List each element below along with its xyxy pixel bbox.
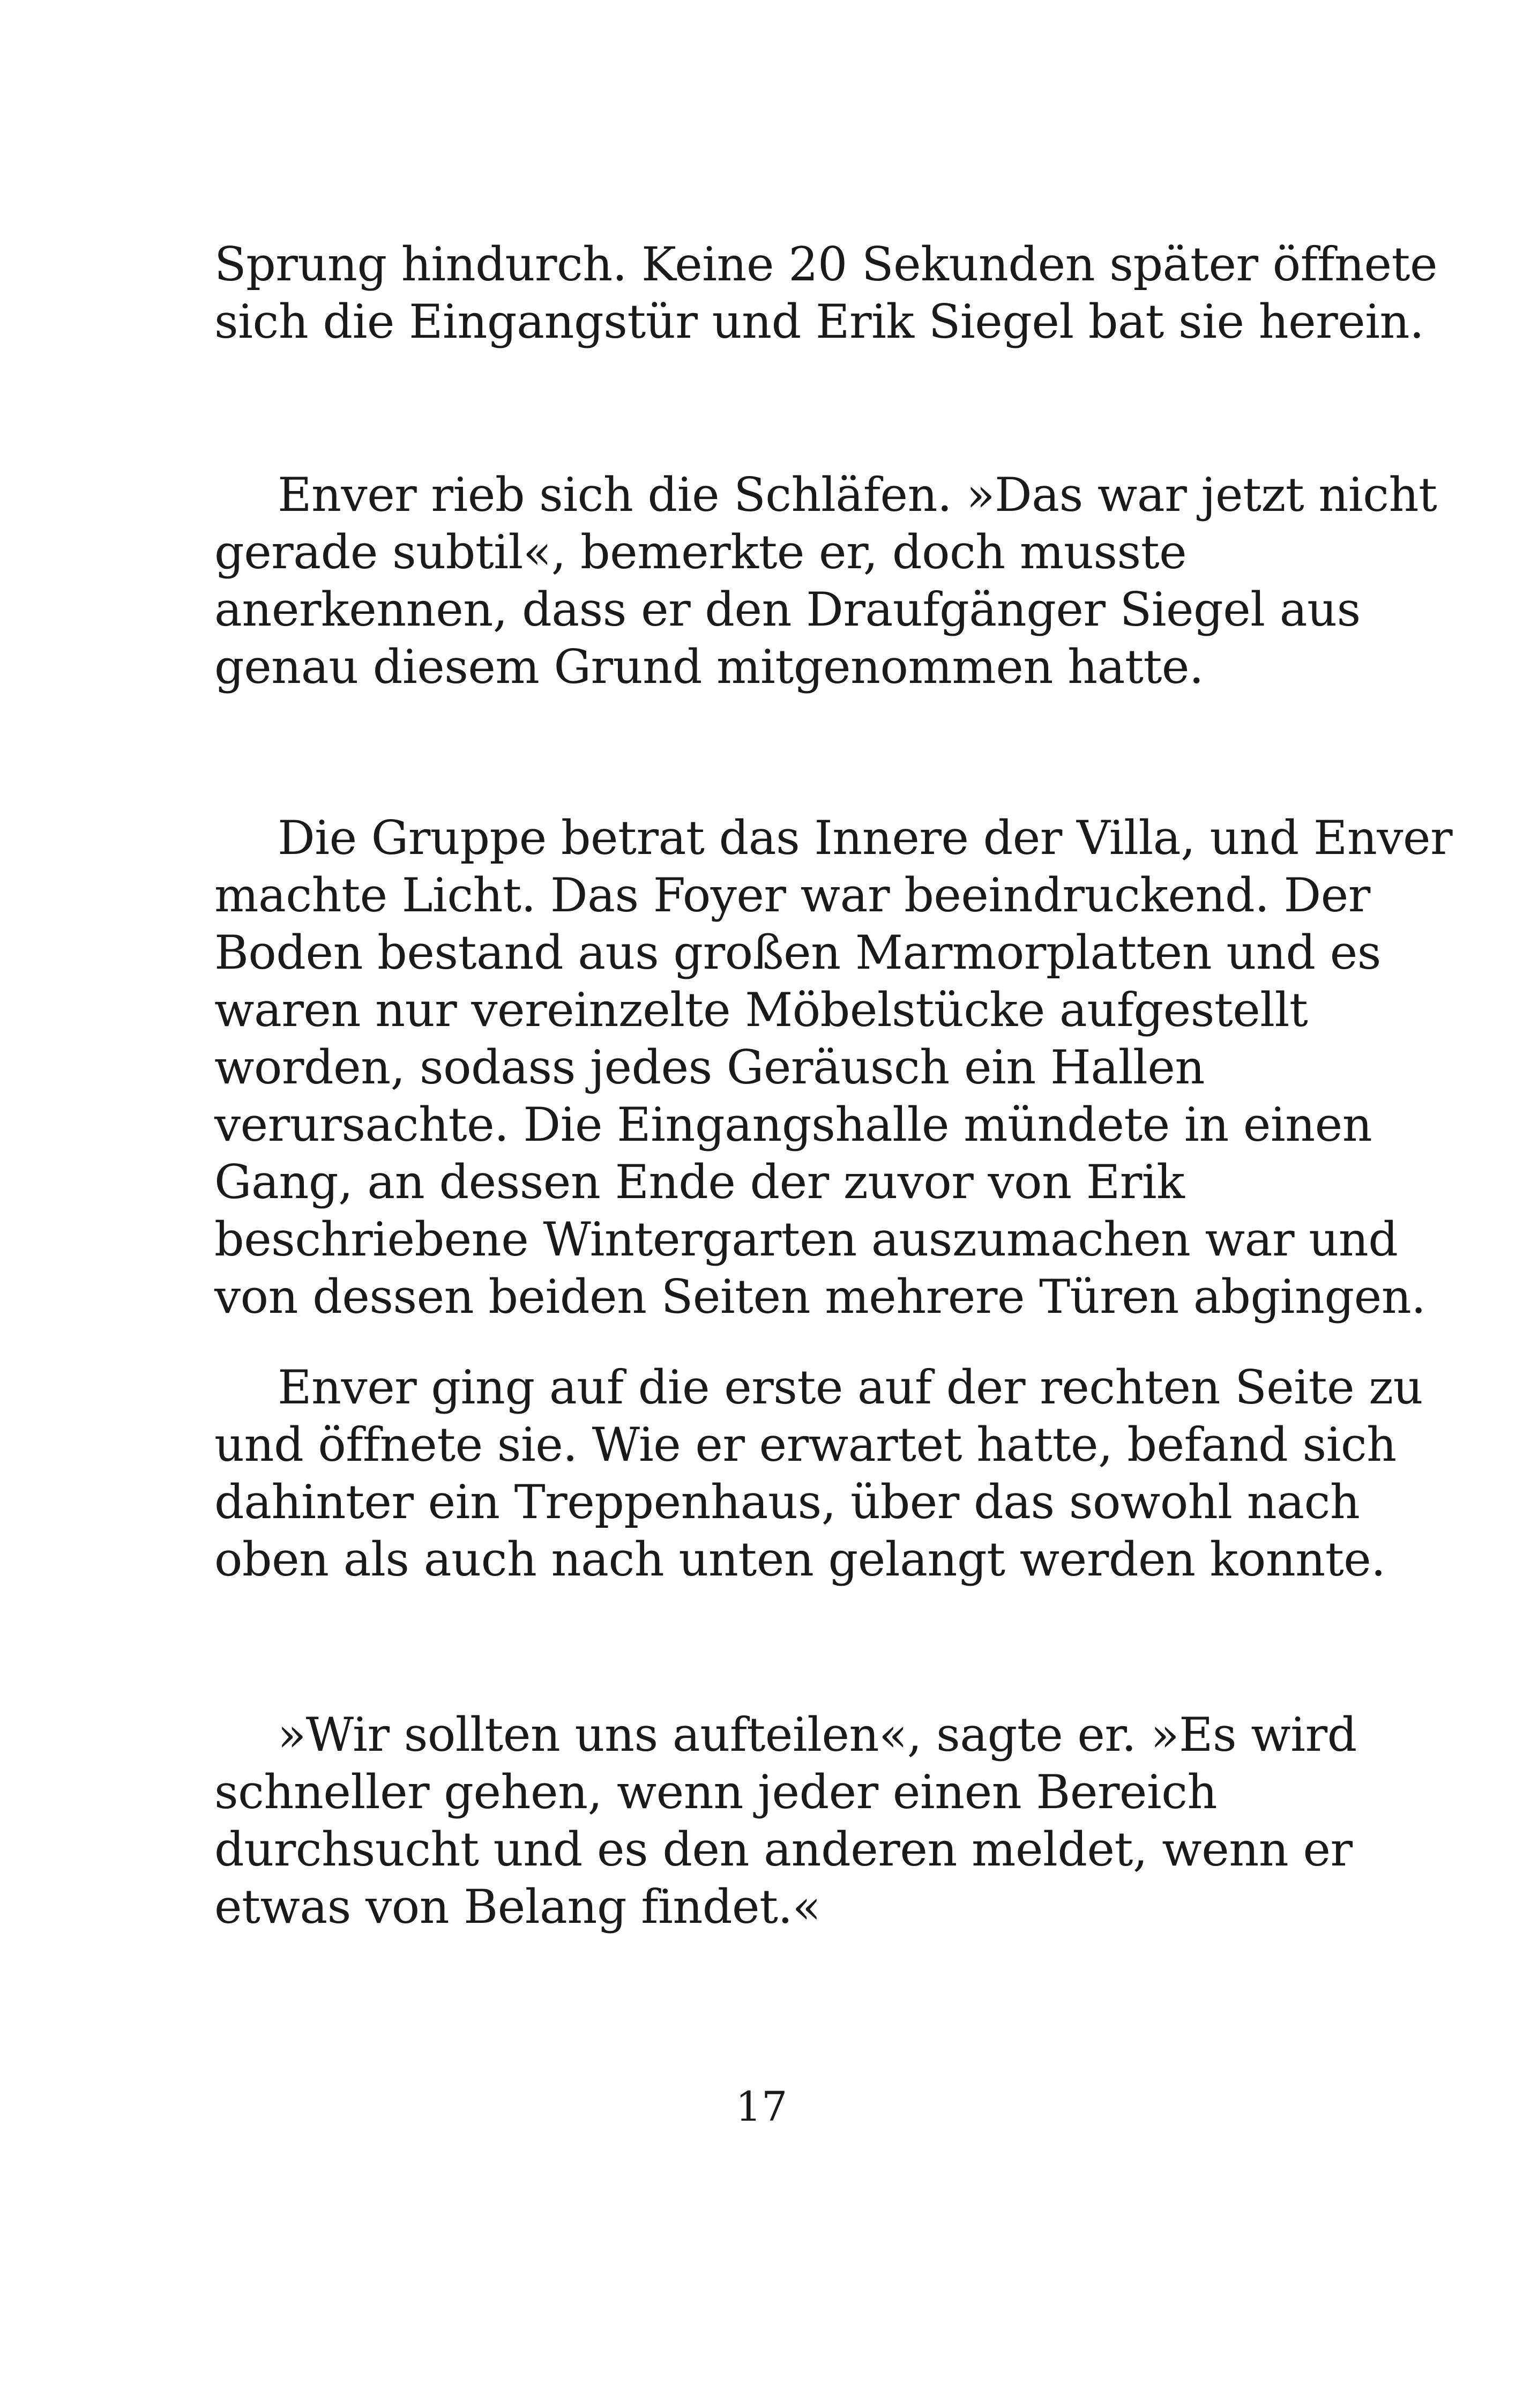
paragraph-2 [214, 466, 1437, 696]
text-line: etwas von Belang findet.« [214, 1879, 821, 1934]
text-line: oben als auch nach unten gelangt werden konnte. [214, 1532, 1386, 1587]
text-line: dahinter ein Treppenhaus, über das sowohl nach [214, 1475, 1360, 1529]
text-line: Sprung hindurch. Keine 20 Sekunden später öffnete [214, 237, 1437, 292]
text-line: waren nur vereinzelte Möbelstücke aufgestellt [214, 983, 1308, 1037]
text-line: Enver rieb sich die Schläfen. »Das war jetzt nicht [278, 467, 1437, 522]
page-number: 17 [735, 2083, 788, 2130]
text-line: Die Gruppe betrat das Innere der Villa, und Enver [278, 811, 1453, 865]
text-line: anerkennen, dass er den Draufgänger Siegel aus [214, 582, 1361, 637]
text-line: gerade subtil«, bemerkte er, doch musste [214, 525, 1187, 579]
text-line: genau diesem Grund mitgenommen hatte. [214, 640, 1204, 694]
text-line: beschriebene Wintergarten auszumachen war und [214, 1212, 1398, 1267]
text-line: verursachte. Die Eingangshalle mündete in einen [214, 1097, 1372, 1152]
paragraph-4 [214, 1359, 1423, 1588]
text-line: worden, sodass jedes Geräusch ein Hallen [214, 1040, 1205, 1095]
text-line: sich die Eingangstür und Erik Siegel bat sie herein. [214, 294, 1424, 349]
paragraph-5 [214, 1706, 1357, 1936]
text-line: Boden bestand aus großen Marmorplatten und es [214, 925, 1381, 980]
text-line: machte Licht. Das Foyer war beeindruckend. Der [214, 868, 1370, 923]
text-line: Enver ging auf die erste auf der rechten Seite zu [278, 1360, 1423, 1415]
text-line: »Wir sollten uns aufteilen«, sagte er. »Es wird [278, 1707, 1357, 1762]
text-line: von dessen beiden Seiten mehrere Türen abgingen. [214, 1269, 1426, 1324]
text-line: durchsucht und es den anderen meldet, wenn er [214, 1822, 1353, 1877]
paragraph-1 [214, 236, 1437, 351]
text-line: und öffnete sie. Wie er erwartet hatte, befand sich [214, 1417, 1397, 1472]
paragraph-3 [214, 809, 1453, 1326]
text-line: Gang, an dessen Ende der zuvor von Erik [214, 1155, 1185, 1209]
text-line: schneller gehen, wenn jeder einen Bereich [214, 1765, 1217, 1819]
